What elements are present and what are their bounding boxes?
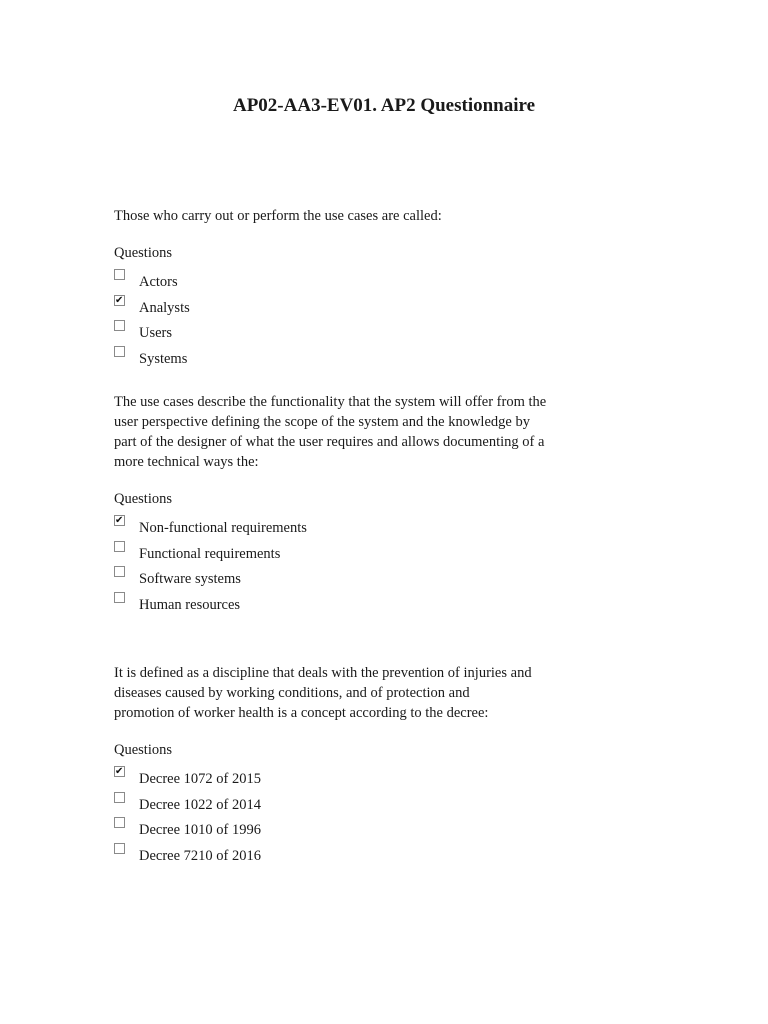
option-label: Software systems	[139, 571, 241, 588]
checkbox-icon[interactable]	[114, 566, 125, 577]
question-3-options-label: Questions	[114, 742, 172, 758]
checkbox-icon[interactable]	[114, 269, 125, 280]
option-label: Decree 1072 of 2015	[139, 771, 261, 787]
checkbox-icon[interactable]	[114, 843, 125, 854]
question-1-text	[114, 206, 574, 226]
option-label: Decree 1022 of 2014	[139, 796, 261, 813]
question-3-text-line-1: It is defined as a discipline that deals with the prevention of injuries and	[114, 665, 532, 681]
question-1-options-label: Questions	[114, 245, 172, 261]
checkbox-icon[interactable]	[114, 592, 125, 603]
question-2-text	[114, 392, 574, 472]
option-functional-requirements[interactable]	[114, 541, 574, 567]
option-software-systems[interactable]	[114, 566, 574, 592]
question-2-options	[114, 515, 574, 618]
question-2	[114, 392, 574, 618]
option-human-resources[interactable]	[114, 592, 574, 618]
option-analysts[interactable]	[114, 295, 574, 321]
question-2-text-line-1: The use cases describe the functionality that the system will offer from the	[114, 394, 547, 410]
question-2-text-line-4: more technical ways the:	[114, 454, 259, 470]
option-non-functional-requirements[interactable]	[114, 515, 574, 541]
page-title: AP02-AA3-EV01. AP2 Questionnaire	[232, 95, 536, 116]
option-label: Non-functional requirements	[139, 520, 307, 536]
question-1-text-line-1: Those who carry out or perform the use cases are called:	[114, 208, 442, 224]
checkbox-icon[interactable]	[114, 817, 125, 828]
checkbox-icon[interactable]	[114, 792, 125, 803]
checkbox-icon[interactable]	[114, 346, 125, 357]
question-3	[114, 663, 574, 869]
checkbox-icon[interactable]	[114, 541, 125, 552]
option-decree-1010-of-1996[interactable]	[114, 817, 574, 843]
option-actors[interactable]	[114, 269, 574, 295]
question-2-text-line-3: part of the designer of what the user requires and allows documenting of a	[114, 434, 545, 450]
option-label: Users	[139, 325, 173, 342]
checkbox-icon[interactable]	[114, 515, 125, 526]
question-1-options	[114, 269, 574, 372]
option-users[interactable]	[114, 320, 574, 346]
question-2-text-line-2: user perspective defining the scope of the system and the knowledge by	[114, 414, 530, 430]
question-1	[114, 206, 574, 372]
question-3-text-line-2: diseases caused by working conditions, and of protection and	[114, 685, 470, 701]
option-label: Decree 1010 of 1996	[139, 822, 261, 839]
option-label: Decree 7210 of 2016	[139, 848, 261, 865]
option-decree-7210-of-2016[interactable]	[114, 843, 574, 869]
option-label: Functional requirements	[139, 545, 281, 562]
option-label: Analysts	[139, 299, 190, 316]
option-decree-1072-of-2015[interactable]	[114, 766, 574, 792]
checkbox-icon[interactable]	[114, 320, 125, 331]
question-3-options	[114, 766, 574, 869]
option-label: Systems	[139, 351, 188, 368]
question-3-text-line-3: promotion of worker health is a concept according to the decree:	[114, 705, 489, 721]
option-systems[interactable]	[114, 346, 574, 372]
option-label: Actors	[139, 274, 178, 290]
checkbox-icon[interactable]	[114, 295, 125, 306]
option-label: Human resources	[139, 597, 241, 614]
question-2-options-label: Questions	[114, 491, 172, 507]
checkbox-icon[interactable]	[114, 766, 125, 777]
option-decree-1022-of-2014[interactable]	[114, 792, 574, 818]
question-3-text	[114, 663, 574, 723]
